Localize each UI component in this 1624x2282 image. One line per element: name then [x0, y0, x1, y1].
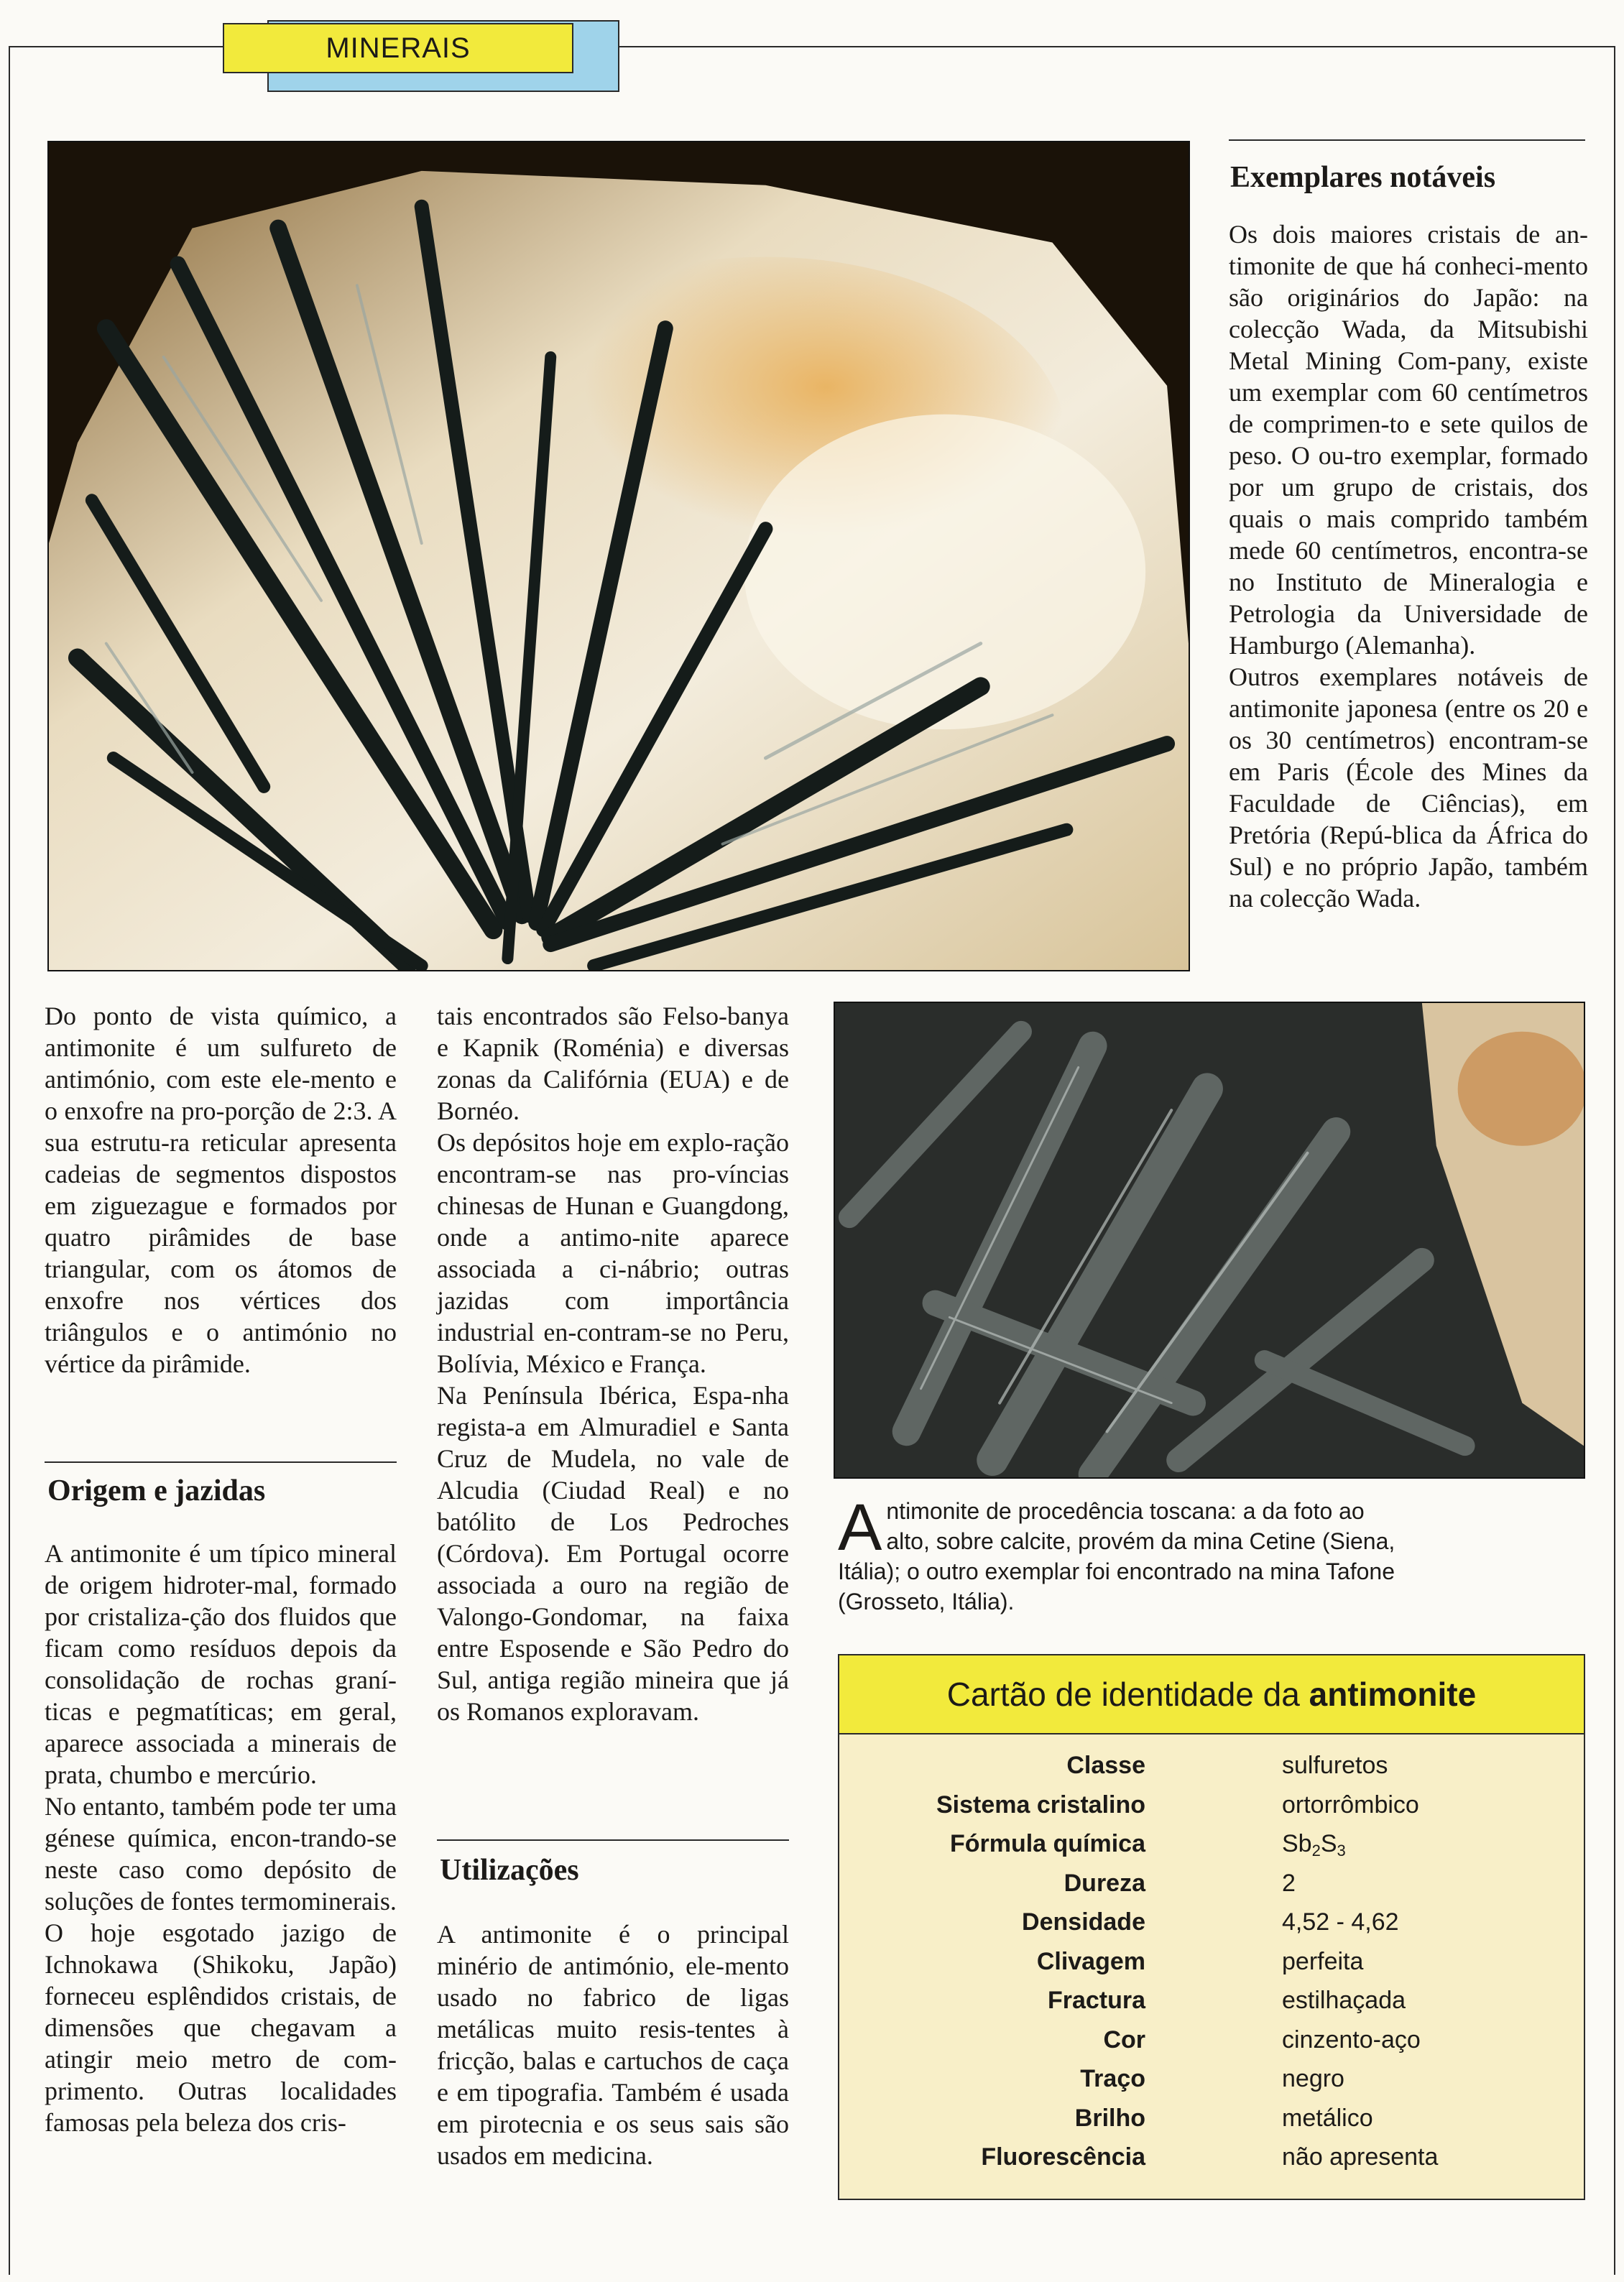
caption-dropcap: A: [838, 1491, 882, 1564]
identity-card-label: Densidade: [1022, 1908, 1145, 1936]
identity-card-label: Dureza: [1064, 1869, 1145, 1897]
origin-paragraph: No entanto, também pode ter uma génese química, encon-trando-se neste caso como depósito de soluções de fontes termominerais.: [45, 1792, 397, 1916]
main-photo-image: [49, 142, 1189, 970]
identity-card-rows: [839, 1746, 1584, 2177]
uses-rule: [437, 1839, 789, 1841]
identity-card-value: negro: [1282, 2065, 1344, 2092]
identity-card-label: Cor: [1103, 2025, 1145, 2054]
origin-heading: Origem e jazidas: [47, 1474, 266, 1507]
caption-text: ntimonite de procedência toscana: a da foto ao alto, sobre calcite, provém da mina Cetine (Siena, Itália); o outro exemplar foi encontrado na mina Tafone (Grosseto, Itália).: [838, 1498, 1395, 1615]
identity-card-value: perfeita: [1282, 1947, 1364, 1975]
identity-card-row: [839, 2020, 1584, 2060]
column-2-body: [437, 1000, 789, 1727]
section-tag: MINERAIS: [223, 23, 573, 73]
second-photo-image: [835, 1003, 1584, 1477]
identity-card-row: [839, 1786, 1584, 1825]
deposits-paragraph: tais encontrados são Felso-banya e Kapnik (Roménia) e diversas zonas da Califórnia (EUA) e de Bornéo.: [437, 1002, 789, 1125]
identity-card-row: [839, 1981, 1584, 2020]
identity-card-row: [839, 1903, 1584, 1942]
origin-paragraph: O hoje esgotado jazigo de Ichnokawa (Shikoku, Japão) forneceu esplêndidos cristais, de dimensões que chegavam a atingir meio metro de com-primento. Outras localidades famosas pela beleza dos cris-: [45, 1918, 397, 2137]
identity-card-value: $Sb_2S_3$: [1282, 1830, 1346, 1860]
column-1-body: [45, 1538, 397, 2138]
identity-card-value: ortorrômbico: [1282, 1791, 1419, 1819]
identity-card-row: [839, 2138, 1584, 2177]
sidebar-paragraph: Os dois maiores cristais de an-timonite de que há conheci-mento são originários do Japão: na colecção Wada, da Mitsubishi Metal Mining Com-pany, existe um exemplar com 60 centímetros de comprimen-to e sete quilos de peso. O ou-tro exemplar, formado por um grupo de cristais, dos quais o mais comprido também mede 60 centímetros, encontra-se no Instituto de Mineralogia e Petrologia da Universidade de Hamburgo (Alemanha).: [1229, 220, 1588, 660]
second-photo: [834, 1002, 1585, 1479]
identity-card-title-prefix: Cartão de identidade da: [946, 1676, 1300, 1713]
identity-card-value: metálico: [1282, 2104, 1373, 2132]
identity-card-row: [839, 1864, 1584, 1903]
sidebar-text: [1229, 218, 1588, 914]
identity-card-row: [839, 1746, 1584, 1786]
sidebar-paragraph: Outros exemplares notáveis de antimonite japonesa (entre os 20 e os 30 centímetros) encontram-se em Paris (École des Mines da Faculdade de Ciências), em Pretória (Repú-blica da África do Sul) e no próprio Japão, também na colecção Wada.: [1229, 662, 1588, 913]
identity-card-value: cinzento-aço: [1282, 2025, 1421, 2054]
main-photo: [47, 141, 1190, 971]
origin-rule: [45, 1461, 397, 1463]
identity-card: [838, 1654, 1585, 2200]
intro-paragraph: Do ponto de vista químico, a antimonite é um sulfureto de antimónio, com este ele-mento e o enxofre na pro-porção de 2:3. A sua estrutu-ra reticular apresenta cadeias de segmentos dispostos em ziguezague e formados por quatro pirâmides de base triangular, com os átomos de enxofre nos vértices dos triângulos e o antimónio no vértice da pirâmide.: [45, 1002, 397, 1378]
uses-heading: Utilizações: [440, 1854, 579, 1887]
identity-card-value: 4,52 - 4,62: [1282, 1908, 1399, 1936]
identity-card-row: [839, 2099, 1584, 2138]
sidebar-heading: Exemplares notáveis: [1230, 161, 1496, 194]
uses-paragraph: A antimonite é o principal minério de antimónio, ele-mento usado no fabrico de ligas metálicas muito resis-tentes à fricção, balas e cartuchos de caça e em tipografia. Também é usada em pirotecnia e os seus sais são usados em medicina.: [437, 1920, 789, 2170]
identity-card-label: Fluorescência: [981, 2143, 1145, 2171]
photo-caption: [838, 1491, 1413, 1617]
deposits-paragraph: Na Península Ibérica, Espa-nha regista-a em Almuradiel e Santa Cruz de Mudela, no vale de Alcudia (Ciudad Real) e no batólito de Los Pedroches (Córdova). Em Portugal ocorre associada a ouro na região de Valongo-Gondomar, na faixa entre Esposende e São Pedro do Sul, antiga região mineira que já os Romanos exploravam.: [437, 1381, 789, 1726]
identity-card-label: Brilho: [1074, 2104, 1145, 2132]
origin-paragraph: A antimonite é um típico mineral de origem hidroter-mal, formado por cristaliza-ção dos fluidos que ficam como resíduos depois da consolidação de rochas graní-ticas e pegmatíticas; em geral, aparece associada a minerais de prata, chumbo e mercúrio.: [45, 1539, 397, 1789]
identity-card-title: [839, 1655, 1584, 1734]
column-1-intro: [45, 1000, 397, 1380]
identity-card-label: Fractura: [1047, 1987, 1145, 2014]
identity-card-label: Clivagem: [1036, 1947, 1145, 1975]
identity-card-label: Traço: [1080, 2065, 1145, 2092]
identity-card-label: Sistema cristalino: [936, 1791, 1145, 1819]
identity-card-value: estilhaçada: [1282, 1987, 1406, 2014]
identity-card-row: [839, 1942, 1584, 1982]
identity-card-row: [839, 1824, 1584, 1864]
identity-card-row: [839, 2059, 1584, 2099]
identity-card-label: Fórmula química: [949, 1830, 1145, 1857]
identity-card-value: 2: [1282, 1869, 1296, 1897]
deposits-paragraph: Os depósitos hoje em explo-ração encontram-se nas pro-víncias chinesas de Hunan e Guangdong, onde a antimo-nite aparece associada a ci-nábrio; outras jazidas com importância industrial en-contram-se no Peru, Bolívia, México e França.: [437, 1128, 789, 1378]
uses-text: [437, 1918, 789, 2171]
identity-card-value: não apresenta: [1282, 2143, 1439, 2171]
identity-card-title-mineral: antimonite: [1309, 1676, 1477, 1713]
identity-card-label: Classe: [1066, 1752, 1145, 1779]
sidebar-rule: [1229, 139, 1585, 141]
identity-card-value: sulfuretos: [1282, 1752, 1388, 1779]
